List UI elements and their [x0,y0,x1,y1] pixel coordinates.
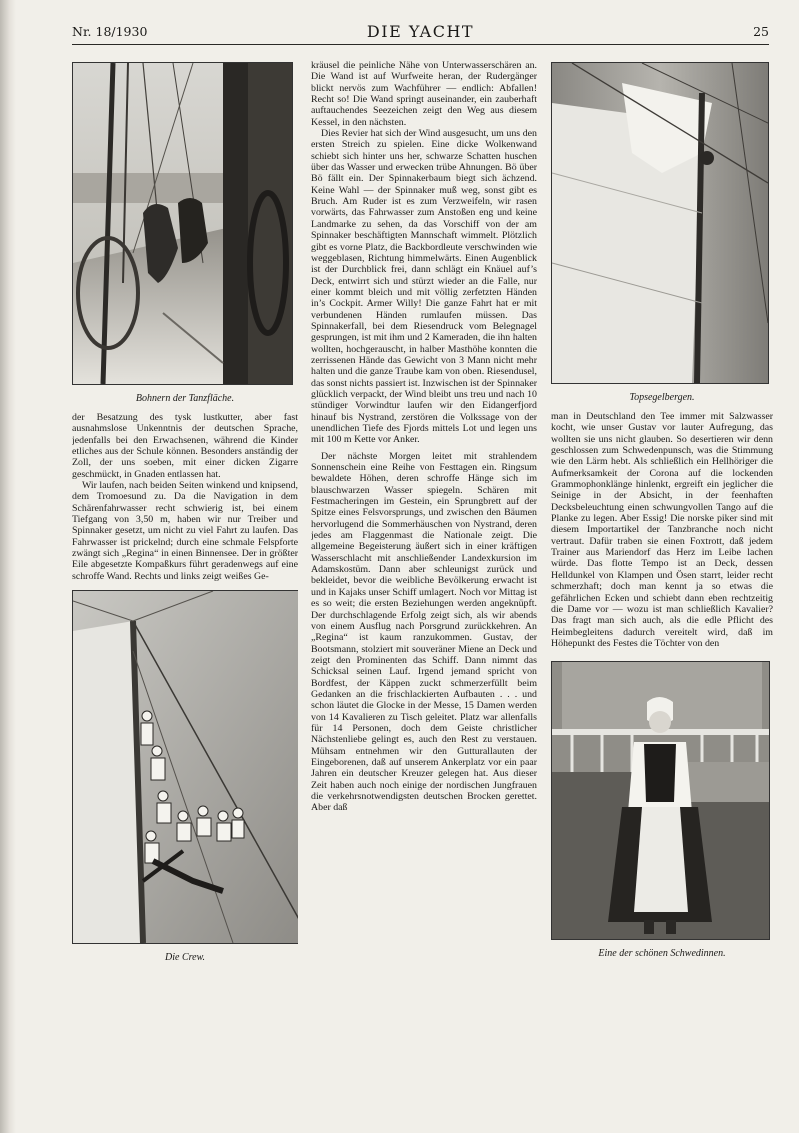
paragraph: Wir laufen, nach beiden Seiten winkend und knipsend, dem Tromoesund zu. Da die Navigation in dem Schärenfahrwasser recht schwierig ist, bei einem Tiefgang von 3,50 m, haben wir nur Treiber und Spinnaker gesetzt, um nicht zu viel Fahrt zu laufen. Das Fahrwasser ist prickelnd; durch eine schmale Felspforte zwängt sich „Regina“ in einen Binnensee. Der in größter Eile abgesetzte Kompaßkurs führt geradenwegs auf eine schroffe Wand. Rechts und links zeigt weißes Ge- [72,480,298,582]
column-left [72,62,298,1043]
header-rule [72,44,769,45]
column-right [551,62,773,1043]
right-column-text [551,411,773,649]
caption-fig4: Eine der schönen Schwedinnen. [598,948,726,960]
middle-column-text [311,60,537,814]
photo-topsail [551,62,769,384]
paragraph: Dies Revier hat sich der Wind ausgesucht, um uns den ersten Streich zu spielen. Eine dicke Wolkenwand schiebt sich hinter uns her, schwarze Schatten huschen über das Wasser und erwecken trübe Ahnungen. Bö über Bö fällt ein. Der Spinnakerbaum biegt sich ächzend. Keine Wahl — der Spinnaker muß weg, sonst gibt es Bruch. Am Ruder ist es zum Verzweifeln, wir rasen vorwärts, das Fahrwasser zum Anstoßen eng und keine Landmarke zu sehen, da das Vorschiff von der am Spinnaker beschäftigten Mannschaft wimmelt. Plötzlich gibt es vorne Platz, die Backbordleute verschwinden wie weggeblasen, Richtung himmelwärts. Einen Augenblick ist der Durchblick frei, dann schlägt ein Knäuel auf’s Deck, entwirrt sich und stürzt wieder an die Falle, nur einer kommt bleich und mit völlig zerfetzten Händen in’s Cockpit. Armer Willy! Die ganze Fahrt hat er mit verbundenen Händen rumlaufen müssen. Das Spinnakerfall, bei dem Riesendruck vom Belegnagel gesprungen, ist mit ihm und 2 Kameraden, die ihn halten wollten, hochgerauscht, in halber Masthöhe konnten die zerrissenen Hände das Gewicht von 3 Mann nicht mehr halten und die ganze Traube kam von oben. Riesendusel, das sonst nichts passiert ist. Inzwischen ist der Spinnaker glücklich verpackt, der Wind bleibt uns treu und nach 10 stündiger Vorwindtur laufen wir den Eidangerfjord hinauf bis Nystrand, zerstören die Volkssage von der unendlichen Tiefe des Fjords mittels Lot und legen uns mit 100 m Kette vor Anker. [311,128,537,446]
figure-swedish-woman [551,661,773,959]
photo-crew-on-mast [72,590,298,944]
photo-swedish-woman [551,661,770,940]
page-number: 25 [753,24,769,39]
caption-fig3: Topsegelbergen. [629,392,695,403]
paragraph: man in Deutschland den Tee immer mit Salzwasser kocht, wie unser Gustav vor lauter Aufregung, das wollten sie uns nicht glauben. So desertieren wir denn geschlossen zum Schwedenpunsch, was die Stimmung wie den Lärm hebt. Als schließlich ein Hellhöriger die Aufmerksamkeit der Corona auf die lockenden Grammophonklänge hinlenkt, ergreift ein jeglicher die Seinige in der Absicht, in der feenhaften Decksbeleuchtung einen schwungvollen Tango auf die Planke zu legen. Aber Essig! Die norske piker sind mit diesem Importartikel der Tanzbranche noch nicht vertraut. Dafür traben sie einen Foxtrott, daß jedem Trainer aus Mariendorf das Herz im Leibe lachen würde. Das flotte Tempo ist an Deck, dessen Helldunkel von Klampen und Ösen starrt, leider recht schmerzhaft; doch man kennt ja so etwas die gefährlichen Ecken und schiebt dann eben rechtzeitig die Dame vor — wozu ist man schließlich Kavalier? Das fragt man sich auch, als die edle Pflicht des Heimbegleitens dadurch vereitelt wird, daß im Höhepunkt des Festes die Töchter von den [551,411,773,649]
column-middle [311,60,537,1043]
paragraph: Der nächste Morgen leitet mit strahlendem Sonnenschein eine Reihe von Festtagen ein. Ringsum bewaldete Höhen, deren schroffe Hänge sich im blauschwarzen Wasser spiegeln. Schären mit Festmacheringen im Gestein, ein Sprungbrett auf der Spitze eines Felsvorsprungs, und zwischen den Bäumen hervorlugend die Sommerhäuschen von Nystrand, deren jedes am Flaggenmast die Nationale zeigt. Die allgemeine Begeisterung äußert sich in einer kräftigen Wasserschlacht mit anschließender Landexkursion im Adamskostüm. Dann aber schleunigst zurück und bekleidet, bevor die weibliche Bevölkerung erwacht ist und in Kajaks unser Schiff umlagert. Noch vor Mittag ist es so weit; die ersten Beziehungen werden angeknüpft. Der durchschlagende Erfolg zeigt sich, als wir abends von einem Ausflug nach Porsgrund zurückkehren. An „Regina“ ist kaum ranzukommen. Gustav, der Bootsmann, stolziert mit souveräner Miene an Deck und zeigt den Prominenten das Schiff. Dann nimmt das Schicksal seinen Lauf. Irgend jemand spricht von Bordfest, der Käppen zuckt schmerzerfüllt beim Gedanken an die frischlackierten Aufbauten . . . und schon läutet die Glocke in der Messe, 15 Damen werden von 14 Kavalieren zu Tisch geleitet. Platz war allenfalls für 14 Personen, doch dem Geiste christlicher Nächstenliebe gelingt es, auch den Rest zu verstauen. Mühsam entnehmen wir den Gutturallauten der Eingeborenen, daß auf unserem Ankerplatz vor ein paar Jahren ein deutscher Kreuzer gelegen hat. Aus dieser Zeit haben auch noch einige der nordischen Jungfrauen die verkehrsnotwendigsten deutschen Brocken gerettet. Aber daß [311,450,537,814]
caption-fig1: Bohnern der Tanzfläche. [135,393,235,404]
paragraph: kräusel die peinliche Nähe von Unterwasserschären an. Die Wand ist auf Wurfweite heran, der Rudergänger blickt nervös zum Wachführer — endlich: Abfallen! Recht so! Die Wand springt auseinander, ein zauberhaft auftauchendes Seezeichen zeigt den Weg aus diesem Kessel, in den nächsten. [311,60,537,128]
figure-polishing-dance-floor [72,62,298,404]
issue-number: Nr. 18/1930 [72,24,148,39]
left-column-text [72,412,298,582]
magazine-title: DIE YACHT [366,22,475,41]
paragraph: der Besatzung des tysk lustkutter, aber fast ausnahmslose Unkenntnis der deutschen Sprache, jedenfalls bei den Erwachsenen, während die Kinder etliches aus der Schule können. Besonders anständig der Zoll, der uns soeben, mit einer dicken Zigarre geschmückt, in Gnaden entlassen hat. [72,412,298,480]
figure-crew [72,590,298,963]
caption-fig2: Die Crew. [165,952,205,964]
page-header [72,22,769,44]
page-binding-shadow [0,0,16,1133]
photo-deck-polishing [72,62,293,385]
figure-topsail [551,62,773,403]
